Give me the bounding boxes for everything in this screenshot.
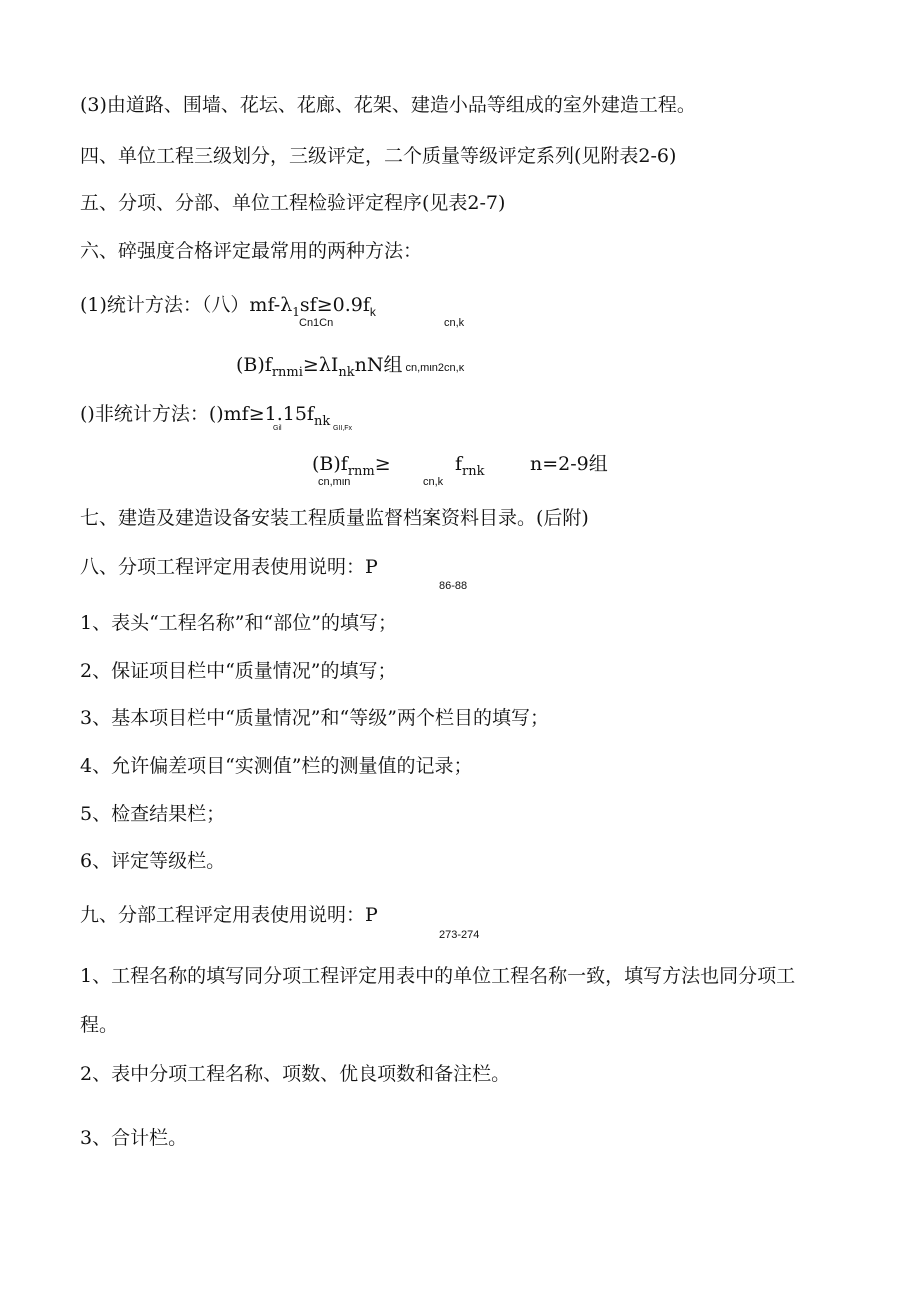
list-item: 5、检查结果栏； [80,803,226,825]
formula-sub: rnm [347,463,375,479]
formula-expr: (B)f [312,453,348,475]
formula-expr: (B)f [236,354,272,376]
text-line-section-6: 六、碎强度合格评定最常用的两种方法： [80,240,423,262]
list-item: 6、评定等级栏。 [80,850,226,872]
page-reference: 273-274 [439,929,480,941]
formula-expr: ()非统计方法：()mf≥1.15f [80,403,314,425]
text-line-section-9: 九、分部工程评定用表使用说明：P [80,904,378,926]
formula-non-statistical [80,402,330,434]
formula-ge: ≥ [374,453,391,475]
formula-n-range: n=2-9组 [530,453,608,475]
formula-subscript: Cn1Cn [299,317,334,329]
text-line-section-5: 五、分项、分部、单位工程检验评定程序(见表2-7) [80,192,506,214]
list-item-continuation: 程。 [80,1014,119,1036]
text-line-section-4: 四、单位工程三级划分，三级评定，二个质量等级评定系列(见附表2-6) [80,145,677,167]
formula-subscript: cn,k [444,317,465,329]
formula-expr-tail: nN组 [354,354,403,376]
formula-sub: rnmi [271,364,303,380]
formula-subscript: GII,Fx [333,425,353,432]
page-reference: 86-88 [439,580,468,592]
list-item: 3、基本项目栏中“质量情况”和“等级”两个栏目的填写； [80,707,549,729]
formula-expr-cont: sf≥0.9f [299,294,370,316]
formula-sub: nk [313,413,331,429]
list-item: 4、允许偏差项目“实测值”栏的测量值的记录； [80,755,473,777]
text-line-section-7: 七、建造及建造设备安装工程质量监督档案资料目录。(后附) [80,507,589,529]
formula-expr: （八）mf-λ [201,294,293,316]
formula-label: (1)统计方法： [80,294,202,316]
list-item: 2、表中分项工程名称、项数、优良项数和备注栏。 [80,1063,511,1085]
formula-subscript: cn,mιn [318,476,351,488]
formula-subscript: cn,mιn2cn,κ [405,362,465,374]
formula-sub: 1 [292,304,300,319]
formula-subscript: Gil [273,425,282,432]
formula-subscript: cn,k [423,476,444,488]
list-item: 3、合计栏。 [80,1127,188,1149]
formula-b-statistical [236,353,464,385]
text-line-section-8: 八、分项工程评定用表使用说明：P [80,556,378,578]
formula-rhs [455,452,485,484]
text-line-item-3: (3)由道路、围墙、花坛、花廊、花架、建造小品等组成的室外建造工程。 [80,94,696,116]
formula-sub: rnk [462,463,485,479]
list-item: 1、表头“工程名称”和“部位”的填写； [80,612,397,634]
list-item: 1、工程名称的填写同分项工程评定用表中的单位工程名称一致，填写方法也同分项工 [80,965,796,987]
formula-sub: nk [338,364,355,380]
formula-f: f [455,453,463,475]
formula-sub-k: k [369,304,376,319]
list-item: 2、保证项目栏中“质量情况”的填写； [80,660,397,682]
formula-expr-mid: ≥λI [302,354,339,376]
